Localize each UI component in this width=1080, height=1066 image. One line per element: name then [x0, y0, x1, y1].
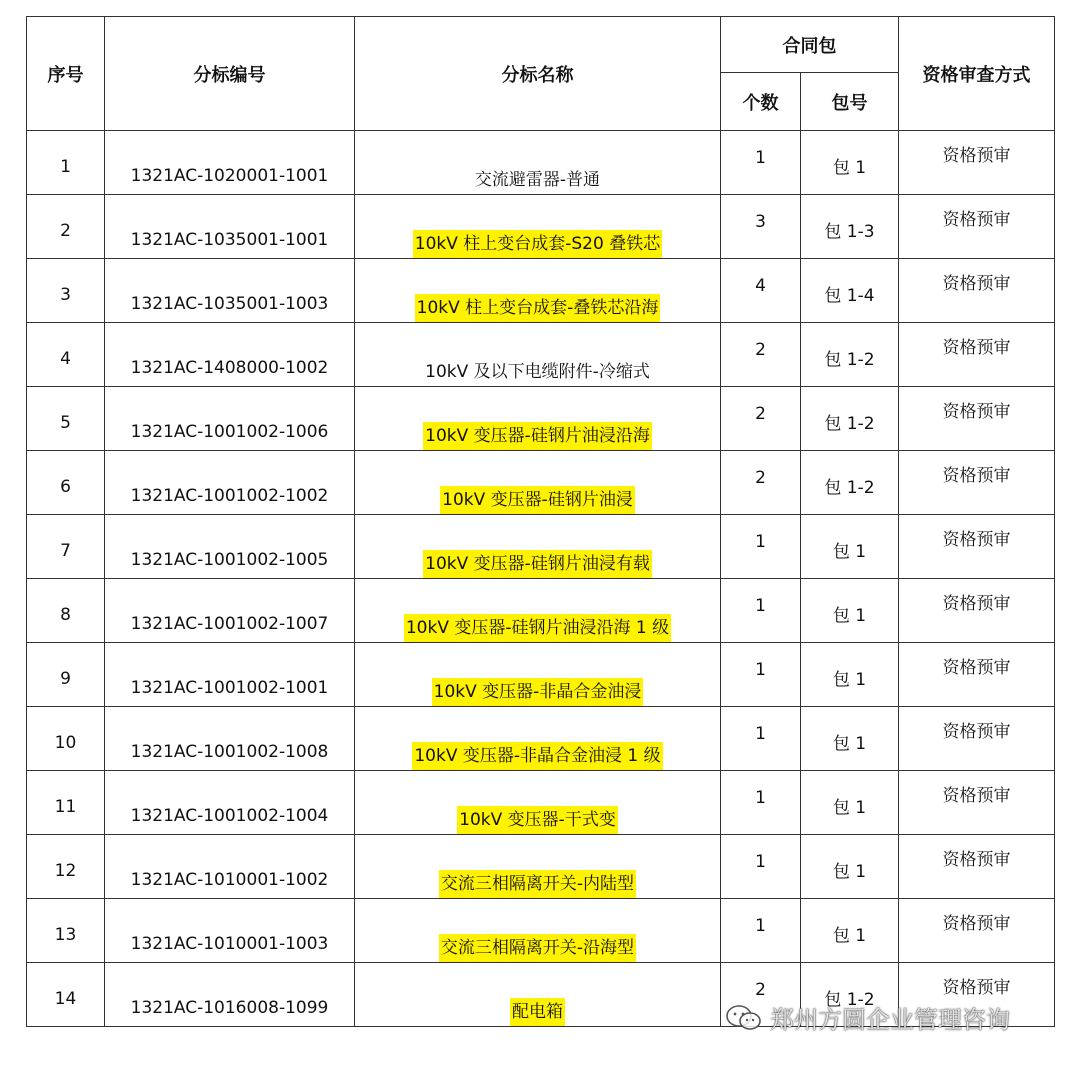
row-code: 1321AC-1010001-1002	[105, 835, 355, 899]
row-package: 包 1-2	[801, 323, 899, 387]
bid-section-table	[26, 16, 1055, 1027]
header-index: 序号	[27, 17, 105, 131]
row-count: 2	[721, 963, 801, 1027]
watermark-text: 郑州方圆企业管理咨询	[770, 1006, 1010, 1034]
row-name	[355, 579, 721, 643]
highlighted-name: 交流三相隔离开关-沿海型	[439, 934, 636, 962]
row-index: 4	[27, 323, 105, 387]
row-code: 1321AC-1001002-1006	[105, 387, 355, 451]
row-package: 包 1-2	[801, 963, 899, 1027]
highlighted-name: 配电箱	[510, 998, 565, 1026]
row-review-method: 资格预审	[899, 131, 1055, 195]
row-code: 1321AC-1001002-1004	[105, 771, 355, 835]
row-count: 1	[721, 579, 801, 643]
row-code: 1321AC-1001002-1007	[105, 579, 355, 643]
row-package: 包 1	[801, 835, 899, 899]
row-code: 1321AC-1001002-1008	[105, 707, 355, 771]
row-package: 包 1-2	[801, 451, 899, 515]
header-name: 分标名称	[355, 17, 721, 131]
row-package: 包 1	[801, 771, 899, 835]
row-package: 包 1	[801, 707, 899, 771]
row-review-method: 资格预审	[899, 771, 1055, 835]
row-index: 10	[27, 707, 105, 771]
row-count: 2	[721, 323, 801, 387]
row-index: 7	[27, 515, 105, 579]
row-review-method: 资格预审	[899, 579, 1055, 643]
highlighted-name: 10kV 变压器-非晶合金油浸 1 级	[412, 742, 662, 770]
row-index: 5	[27, 387, 105, 451]
row-package: 包 1-3	[801, 195, 899, 259]
row-count: 1	[721, 643, 801, 707]
table-row	[27, 899, 1055, 963]
highlighted-name: 10kV 变压器-非晶合金油浸	[432, 678, 644, 706]
highlighted-name: 10kV 变压器-硅钢片油浸沿海 1 级	[404, 614, 671, 642]
row-review-method: 资格预审	[899, 195, 1055, 259]
row-name	[355, 707, 721, 771]
row-index: 14	[27, 963, 105, 1027]
row-index: 3	[27, 259, 105, 323]
header-count: 个数	[721, 73, 801, 131]
row-index: 11	[27, 771, 105, 835]
row-index: 2	[27, 195, 105, 259]
row-count: 1	[721, 835, 801, 899]
row-review-method: 资格预审	[899, 707, 1055, 771]
row-package: 包 1	[801, 515, 899, 579]
row-count: 1	[721, 899, 801, 963]
row-count: 2	[721, 451, 801, 515]
header-code: 分标编号	[105, 17, 355, 131]
row-review-method: 资格预审	[899, 387, 1055, 451]
watermark	[724, 1000, 1010, 1035]
header-contract-package: 合同包	[721, 17, 899, 73]
table-row	[27, 771, 1055, 835]
highlighted-name: 10kV 变压器-硅钢片油浸沿海	[423, 422, 652, 450]
row-code: 1321AC-1001002-1002	[105, 451, 355, 515]
row-name	[355, 835, 721, 899]
highlighted-name: 10kV 变压器-硅钢片油浸有载	[423, 550, 652, 578]
row-code: 1321AC-1035001-1001	[105, 195, 355, 259]
row-name	[355, 643, 721, 707]
row-code: 1321AC-1020001-1001	[105, 131, 355, 195]
row-name	[355, 515, 721, 579]
row-package: 包 1	[801, 579, 899, 643]
highlighted-name: 10kV 柱上变台成套-S20 叠铁芯	[413, 230, 662, 258]
row-package: 包 1	[801, 899, 899, 963]
table-row	[27, 451, 1055, 515]
row-index: 1	[27, 131, 105, 195]
row-index: 6	[27, 451, 105, 515]
row-review-method: 资格预审	[899, 643, 1055, 707]
row-count: 1	[721, 771, 801, 835]
row-package: 包 1-2	[801, 387, 899, 451]
row-index: 13	[27, 899, 105, 963]
row-code: 1321AC-1016008-1099	[105, 963, 355, 1027]
row-code: 1321AC-1010001-1003	[105, 899, 355, 963]
row-package: 包 1	[801, 131, 899, 195]
row-review-method: 资格预审	[899, 835, 1055, 899]
row-name	[355, 195, 721, 259]
row-index: 12	[27, 835, 105, 899]
row-name: 10kV 及以下电缆附件-冷缩式	[355, 323, 721, 387]
row-name	[355, 451, 721, 515]
row-review-method: 资格预审	[899, 515, 1055, 579]
row-index: 9	[27, 643, 105, 707]
wechat-icon	[724, 1003, 764, 1033]
row-review-method: 资格预审	[899, 451, 1055, 515]
row-name: 交流避雷器-普通	[355, 131, 721, 195]
highlighted-name: 10kV 变压器-干式变	[457, 806, 618, 834]
row-review-method: 资格预审	[899, 899, 1055, 963]
table-row	[27, 259, 1055, 323]
table-row	[27, 643, 1055, 707]
table-row	[27, 323, 1055, 387]
row-name	[355, 387, 721, 451]
header-review-method: 资格审查方式	[899, 17, 1055, 131]
table-row	[27, 579, 1055, 643]
table-row	[27, 195, 1055, 259]
row-code: 1321AC-1001002-1001	[105, 643, 355, 707]
row-name	[355, 259, 721, 323]
row-review-method: 资格预审	[899, 323, 1055, 387]
table-row	[27, 387, 1055, 451]
row-code: 1321AC-1035001-1003	[105, 259, 355, 323]
row-package: 包 1-4	[801, 259, 899, 323]
header-package-no: 包号	[801, 73, 899, 131]
row-count: 1	[721, 707, 801, 771]
row-name	[355, 771, 721, 835]
row-name	[355, 899, 721, 963]
row-review-method: 资格预审	[899, 259, 1055, 323]
highlighted-name: 10kV 变压器-硅钢片油浸	[440, 486, 635, 514]
row-index: 8	[27, 579, 105, 643]
row-count: 4	[721, 259, 801, 323]
row-code: 1321AC-1408000-1002	[105, 323, 355, 387]
row-code: 1321AC-1001002-1005	[105, 515, 355, 579]
row-package: 包 1	[801, 643, 899, 707]
row-name	[355, 963, 721, 1027]
row-count: 1	[721, 515, 801, 579]
table-row	[27, 131, 1055, 195]
table-row	[27, 515, 1055, 579]
row-count: 3	[721, 195, 801, 259]
row-count: 1	[721, 131, 801, 195]
highlighted-name: 交流三相隔离开关-内陆型	[439, 870, 636, 898]
table-row	[27, 707, 1055, 771]
row-count: 2	[721, 387, 801, 451]
highlighted-name: 10kV 柱上变台成套-叠铁芯沿海	[415, 294, 661, 322]
table-row	[27, 835, 1055, 899]
row-review-method: 资格预审	[899, 963, 1055, 1027]
